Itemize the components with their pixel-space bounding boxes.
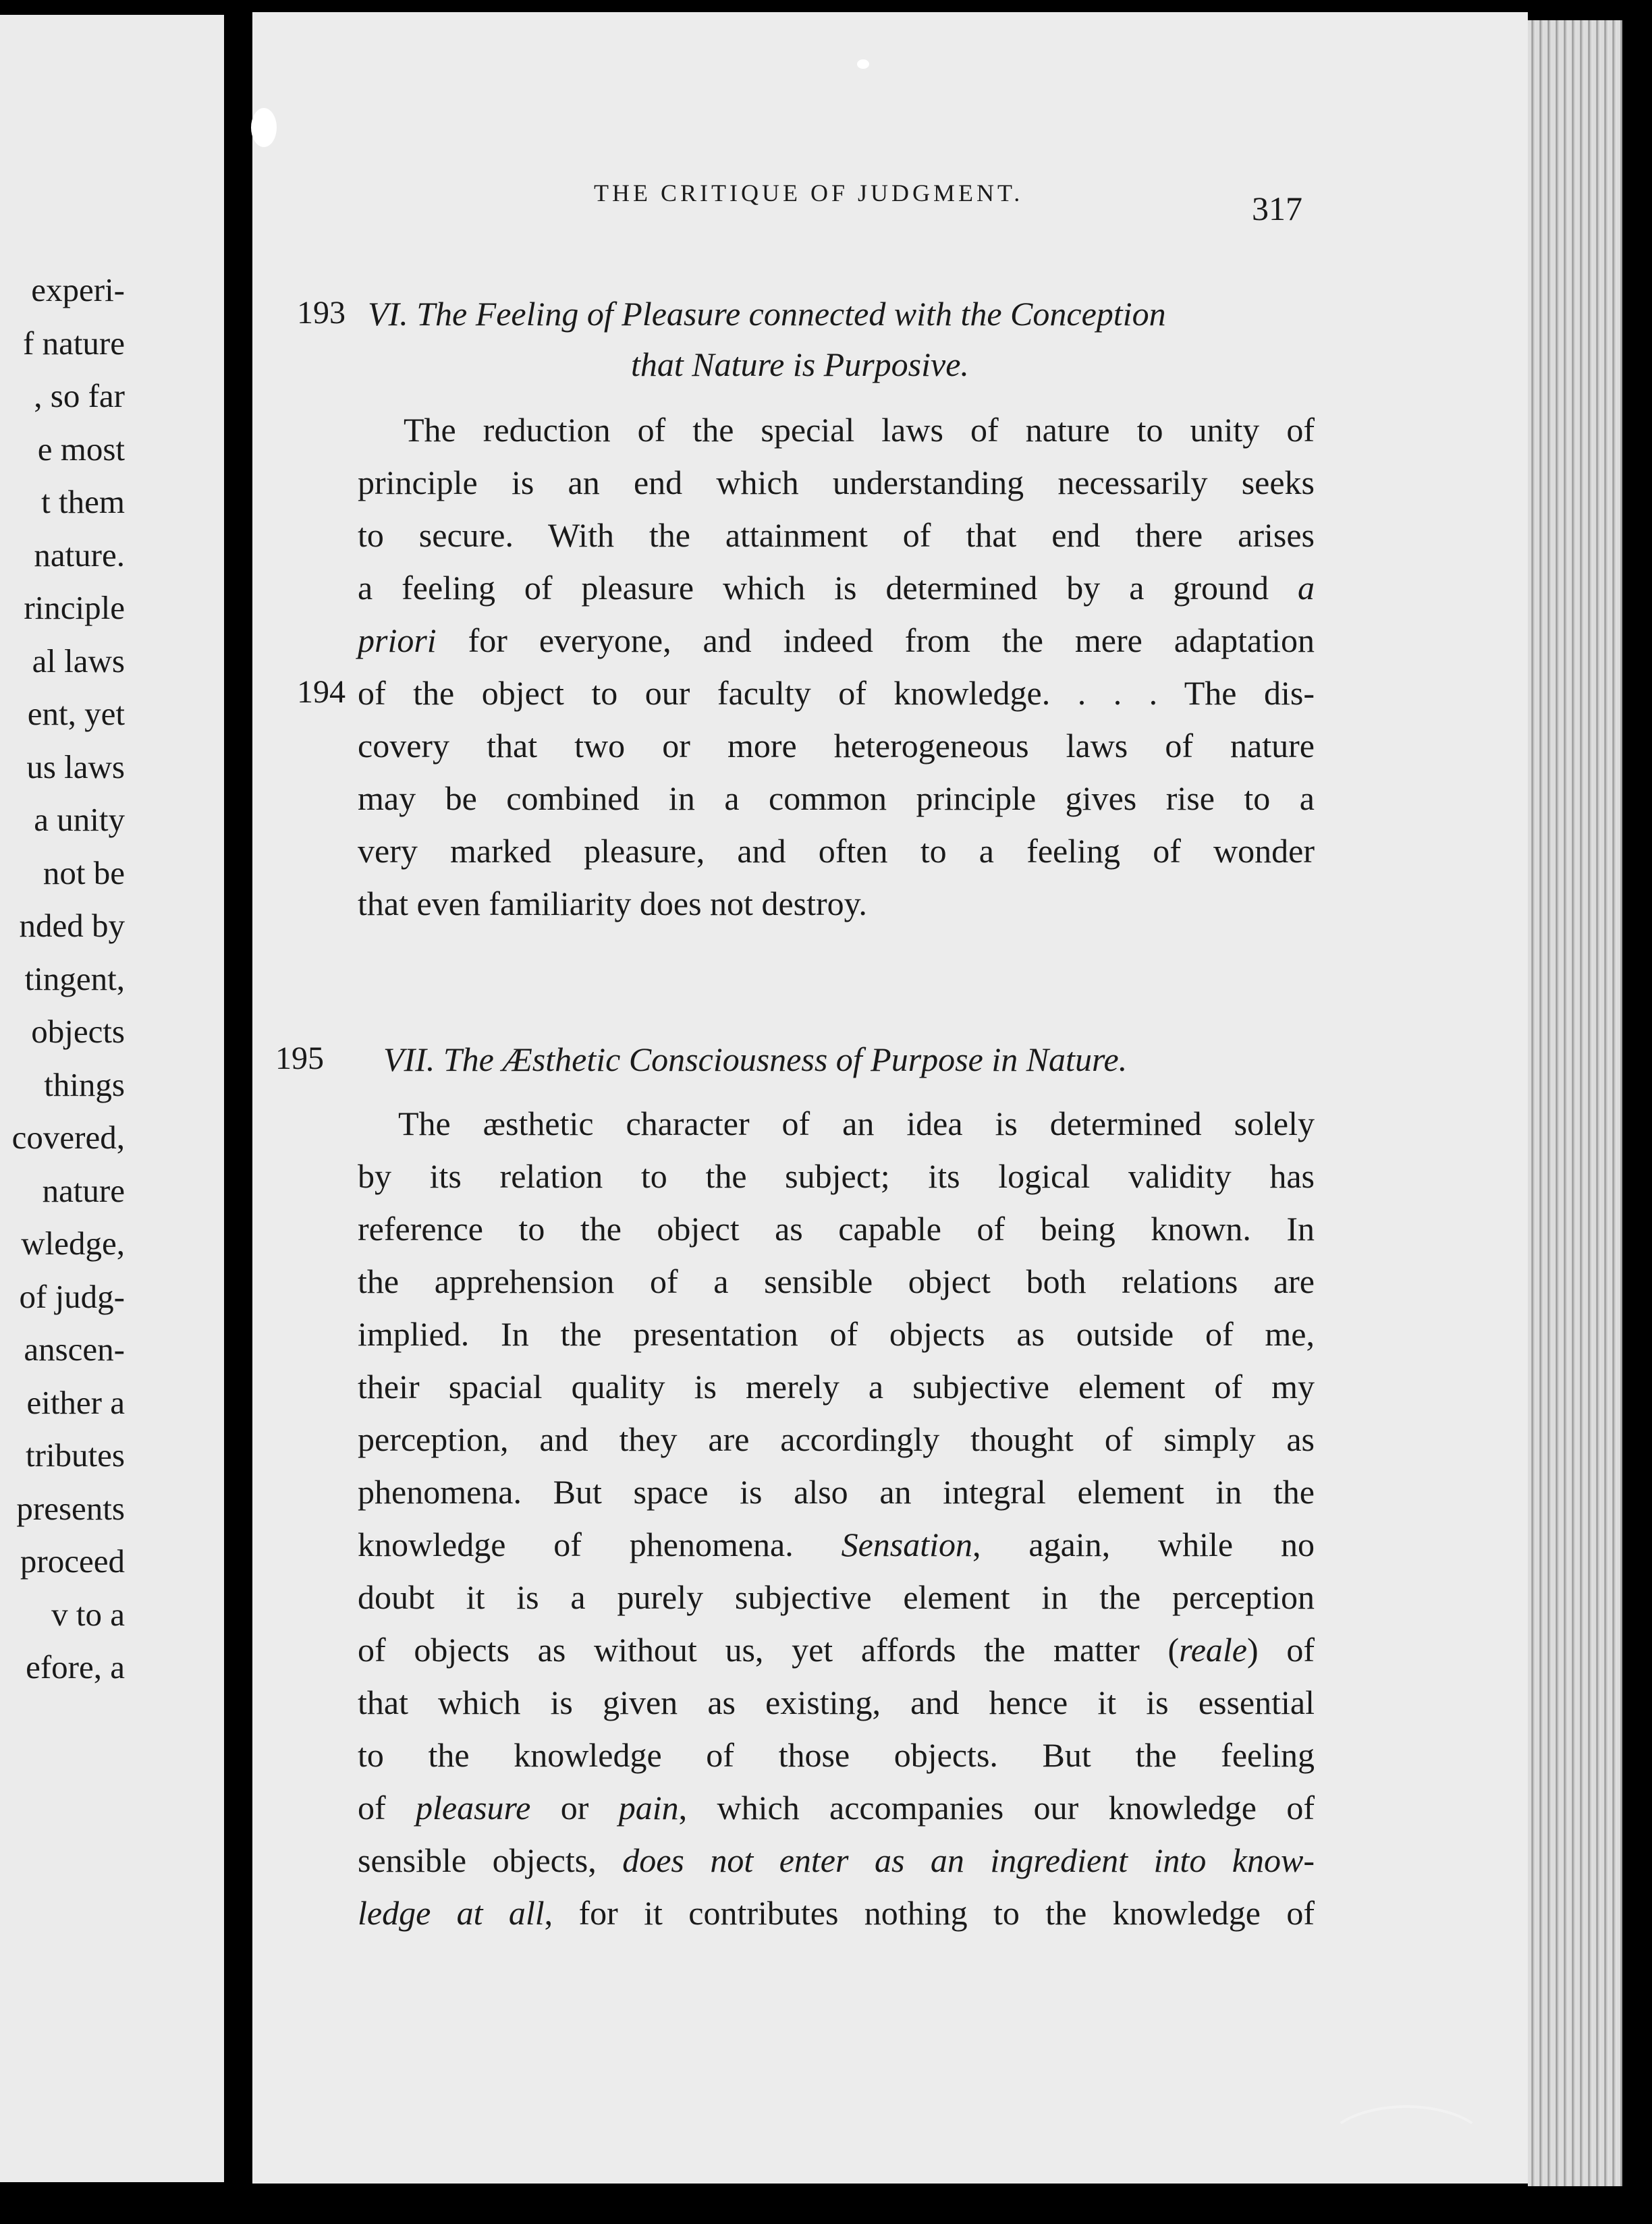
- vii-line-5: implied. In the presentation of objects as outside of me,: [358, 1315, 1315, 1353]
- left-page-line: t them: [41, 483, 125, 520]
- page-number: 317: [1252, 190, 1302, 227]
- left-page-line: tributes: [26, 1437, 125, 1474]
- vii-line-1: The æsthetic character of an idea is determined solely: [398, 1105, 1315, 1142]
- left-page-line: a unity: [34, 801, 125, 838]
- vi-line-10: that even familiarity does not destroy.: [358, 885, 867, 922]
- vi-line-1: The reduction of the special laws of nature to unity of: [404, 411, 1315, 449]
- left-page-line: things: [44, 1065, 125, 1103]
- scan-speck: [251, 108, 277, 147]
- vii-line-3: reference to the object as capable of being known. In: [358, 1210, 1315, 1248]
- left-page-line: e most: [37, 430, 125, 468]
- margin-ref-193: 193: [297, 295, 346, 331]
- left-page-line: efore, a: [26, 1648, 125, 1686]
- margin-ref-195: 195: [275, 1040, 324, 1076]
- left-page-line: nded by: [19, 907, 125, 944]
- left-page-line: nature: [42, 1171, 125, 1209]
- left-page-line: tingent,: [24, 960, 125, 997]
- page-edges: [1528, 20, 1622, 2186]
- vi-line-8: may be combined in a common principle gives rise to a: [358, 779, 1315, 817]
- left-page-line: , so far: [34, 377, 125, 414]
- vi-line-9: very marked pleasure, and often to a feeling of wonder: [358, 832, 1315, 870]
- left-page-line: proceed: [20, 1542, 125, 1580]
- vii-line-11: of objects as without us, yet affords the matter (reale) of: [358, 1631, 1315, 1669]
- vii-line-14: of pleasure or pain, which accompanies our knowledge of: [358, 1789, 1315, 1827]
- running-head: THE CRITIQUE OF JUDGMENT.: [594, 179, 1024, 206]
- left-page-line: experi-: [31, 271, 125, 308]
- left-page-line: of judg-: [19, 1277, 125, 1315]
- vi-line-4: a feeling of pleasure which is determined by a ground a: [358, 569, 1315, 607]
- left-facing-page: [0, 15, 226, 2182]
- left-page-line: al laws: [32, 642, 125, 679]
- left-page-line: anscen-: [24, 1331, 125, 1368]
- left-page-line: v to a: [51, 1595, 125, 1633]
- section-vi-heading: VI. The Feeling of Pleasure connected with the Conception: [368, 295, 1166, 333]
- vii-line-16: ledge at all, for it contributes nothing to the knowledge of: [358, 1894, 1315, 1932]
- left-page-line: us laws: [26, 748, 125, 785]
- section-vi-heading-cont: that Nature is Purposive.: [631, 345, 969, 383]
- left-page-line: presents: [16, 1489, 125, 1527]
- left-page-line: covered,: [11, 1119, 125, 1156]
- vii-line-7: perception, and they are accordingly thought of simply as: [358, 1420, 1315, 1458]
- left-page-line: either a: [26, 1383, 125, 1421]
- left-page-line: not be: [43, 854, 125, 891]
- section-vii-heading: VII. The Æsthetic Consciousness of Purpose in Nature.: [383, 1040, 1128, 1078]
- left-page-line: wledge,: [21, 1225, 125, 1262]
- vii-line-12: that which is given as existing, and hence it is essential: [358, 1684, 1315, 1721]
- vi-line-5: priori for everyone, and indeed from the mere adaptation: [358, 621, 1315, 659]
- vi-line-6: of the object to our faculty of knowledge. . . . The dis-: [358, 674, 1315, 712]
- left-page-line: rinciple: [24, 589, 125, 626]
- vii-line-10: doubt it is a purely subjective element in the perception: [358, 1578, 1315, 1616]
- left-page-line: nature.: [34, 536, 125, 574]
- vii-line-4: the apprehension of a sensible object both relations are: [358, 1262, 1315, 1300]
- vii-line-6: their spacial quality is merely a subjective element of my: [358, 1368, 1315, 1406]
- vii-line-13: to the knowledge of those objects. But the feeling: [358, 1736, 1315, 1774]
- vii-line-8: phenomena. But space is also an integral element in the: [358, 1473, 1315, 1511]
- vii-line-2: by its relation to the subject; its logical validity has: [358, 1157, 1315, 1195]
- left-page-line: objects: [31, 1013, 125, 1050]
- book-gutter: [224, 0, 252, 2224]
- vii-line-15: sensible objects, does not enter as an ingredient into know-: [358, 1841, 1315, 1879]
- vi-line-3: to secure. With the attainment of that end there arises: [358, 516, 1315, 554]
- margin-ref-194: 194: [297, 674, 346, 710]
- scan-speck: [857, 59, 869, 69]
- left-page-line: ent, yet: [27, 695, 125, 732]
- vii-line-9: knowledge of phenomena. Sensation, again, while no: [358, 1526, 1315, 1563]
- vi-line-7: covery that two or more heterogeneous laws of nature: [358, 727, 1315, 764]
- left-page-line: f nature: [23, 324, 125, 362]
- scan-hair-artifact: [1323, 2105, 1490, 2192]
- vi-line-2: principle is an end which understanding necessarily seeks: [358, 464, 1315, 501]
